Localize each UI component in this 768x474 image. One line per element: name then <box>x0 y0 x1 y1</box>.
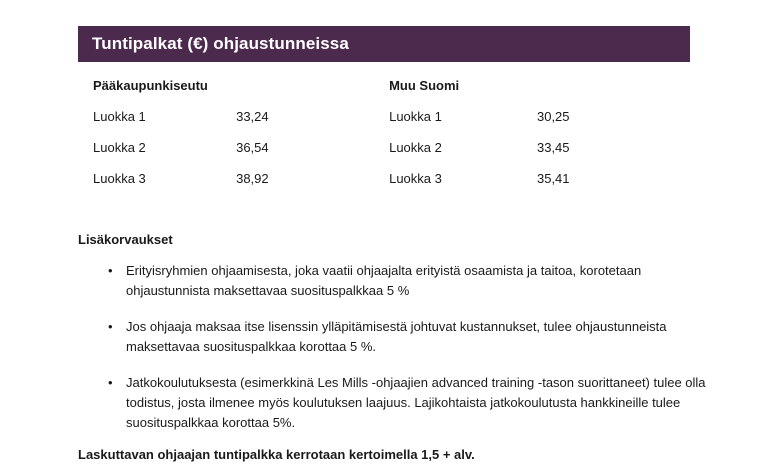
table-row <box>78 132 690 163</box>
table-header-row <box>78 70 690 101</box>
extras-heading: Lisäkorvaukset <box>78 232 173 247</box>
row-value-metropolitan: 33,24 <box>236 109 269 124</box>
row-label-rest: Luokka 3 <box>389 171 442 186</box>
table-row <box>78 163 690 194</box>
row-value-rest: 35,41 <box>536 171 570 186</box>
list-item-text: Jos ohjaaja maksaa itse lisenssin ylläpitämisestä johtuvat kustannukset, tulee ohjaustunneista maksettavaa suosituspalkkaa korottaa 5 %. <box>126 319 667 354</box>
bullet-icon: • <box>108 375 113 390</box>
hourly-rate-table <box>78 70 690 194</box>
list-item <box>78 373 718 433</box>
bullet-icon: • <box>108 263 113 278</box>
row-label-rest: Luokka 1 <box>389 109 442 124</box>
list-item <box>78 317 718 357</box>
list-item-text: Erityisryhmien ohjaamisesta, joka vaatii ohjaajalta erityistä osaamista ja taitoa, korotetaan ohjaustunnista maksettavaa suosituspalkkaa 5 % <box>126 263 642 298</box>
row-value-rest: 30,25 <box>536 109 570 124</box>
row-label-rest: Luokka 2 <box>389 140 442 155</box>
bullet-icon: • <box>108 319 113 334</box>
additional-compensation-section <box>78 232 718 449</box>
group-header-rest-of-finland: Muu Suomi <box>389 78 460 93</box>
list-item-text: Jatkokoulutuksesta (esimerkkinä Les Mills -ohjaajien advanced training -tason suorittaneet) tulee olla todistus, josta ilmenee myös koulutuksen laajuus. Lajikohtaista jatkokoulutusta hankkineille tulee suosituspalkkaa korottaa 5%. <box>126 375 706 430</box>
list-item <box>78 261 718 301</box>
footnote-text: Laskuttavan ohjaajan tuntipalkka kerrotaan kertoimella 1,5 + alv. <box>78 447 475 462</box>
page-title: Tuntipalkat (€) ohjaustunneissa <box>92 34 349 53</box>
group-header-metropolitan: Pääkaupunkiseutu <box>93 78 208 93</box>
row-value-metropolitan: 36,54 <box>236 140 269 155</box>
row-label-metropolitan: Luokka 1 <box>93 109 146 124</box>
row-value-metropolitan: 38,92 <box>236 171 269 186</box>
extras-bullet-list <box>78 261 718 433</box>
rate-table <box>78 70 690 194</box>
row-label-metropolitan: Luokka 3 <box>93 171 146 186</box>
row-value-rest: 33,45 <box>536 140 570 155</box>
table-row <box>78 101 690 132</box>
row-label-metropolitan: Luokka 2 <box>93 140 146 155</box>
section-title-bar <box>78 26 690 62</box>
